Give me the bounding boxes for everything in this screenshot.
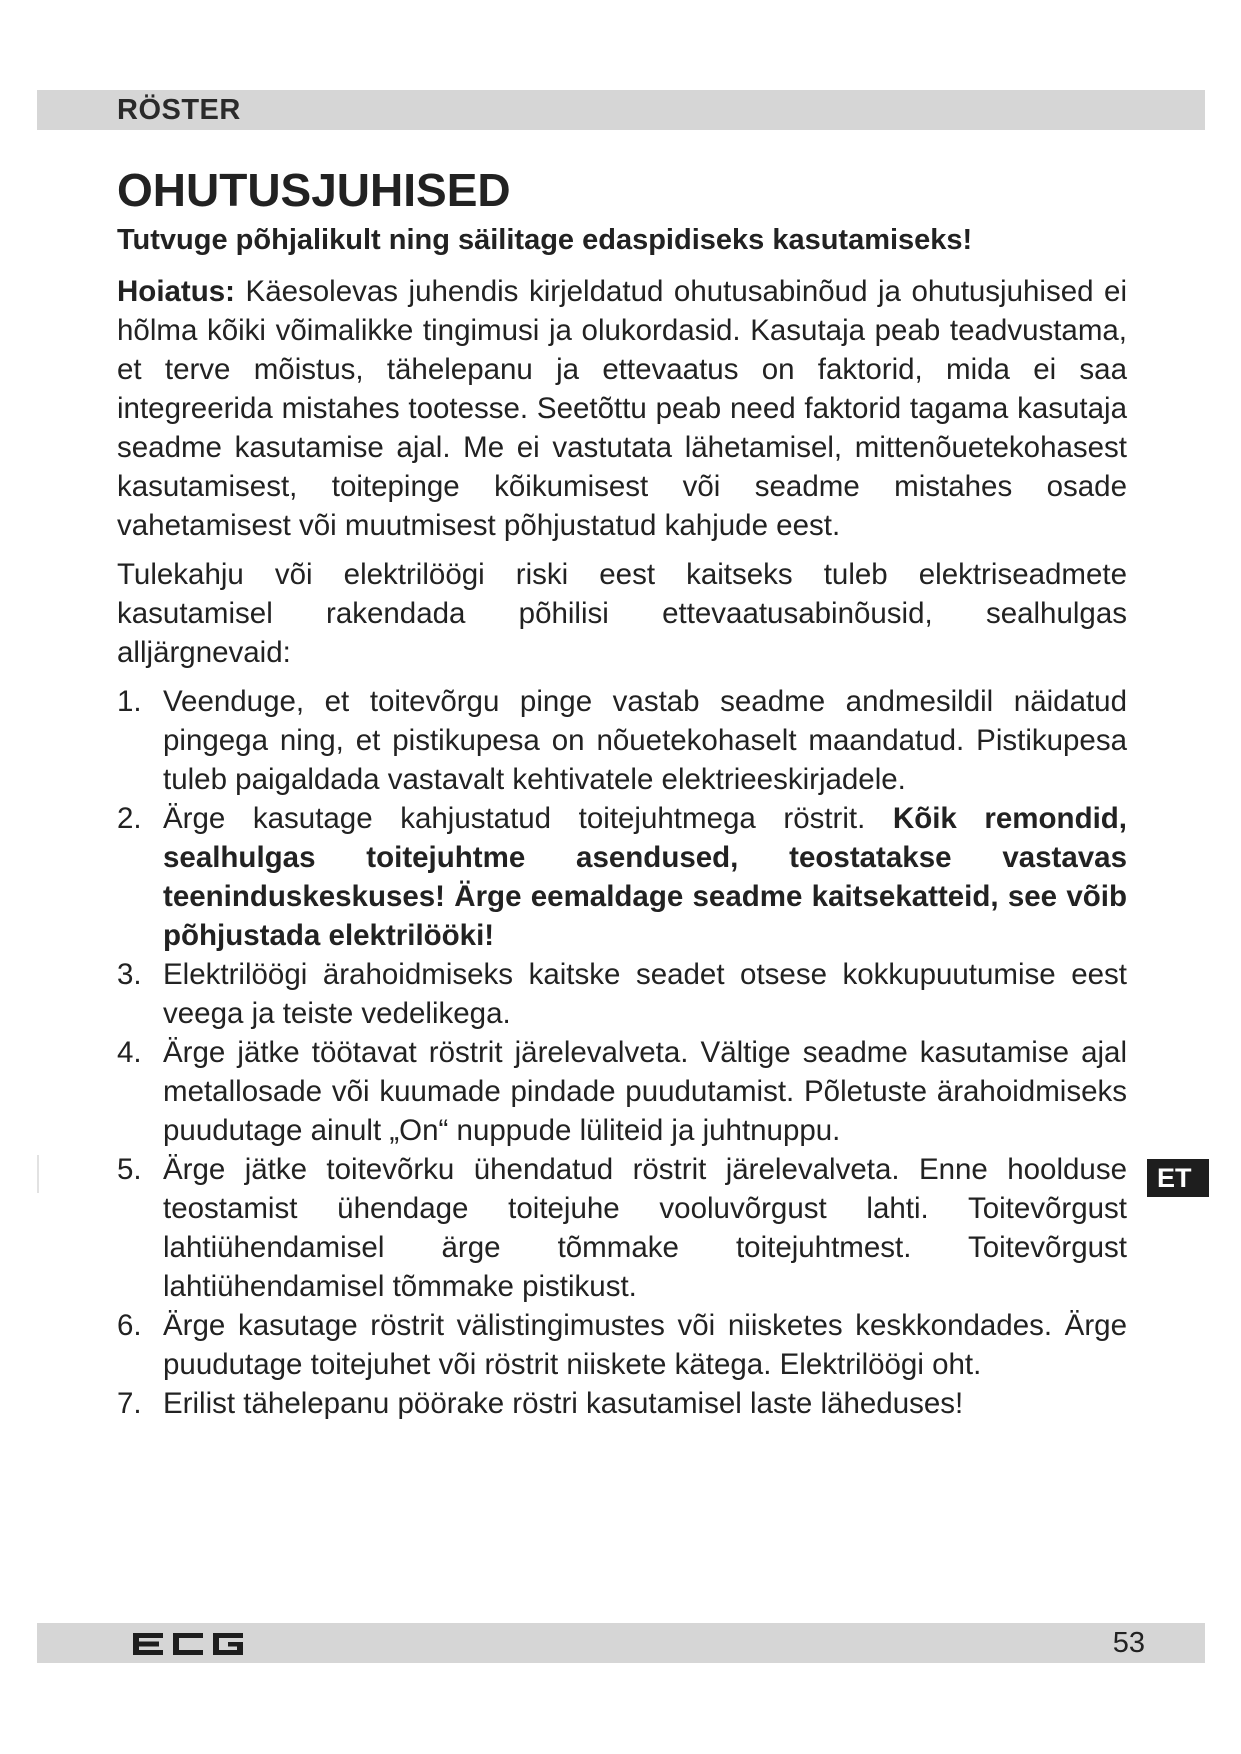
intro-paragraph: Tulekahju või elektrilöögi riski eest kaitseks tuleb elektriseadmete kasutamisel rakendada põhilisi ettevaatusabinõusid, sealhulgas alljärgnevaid: xyxy=(117,558,1127,669)
page-number: 53 xyxy=(1112,1627,1145,1659)
list-item-bold-text: Kõik remondid, sealhulgas toitejuhtme asendused, teostatakse vastavas teeninduskeskuses! Ärge eemaldage seadme kaitsekatteid, see võib põhjustada elektrilööki! xyxy=(163,802,1128,952)
safety-list xyxy=(117,682,1127,1423)
list-item xyxy=(117,1384,1127,1423)
list-item-number: 5. xyxy=(117,1153,142,1186)
list-item-text: Ärge kasutage röstrit välistingimustes või niisketes keskkondades. Ärge puudutage toitejuhet või röstrit niiskete kätega. Elektrilöögi oht. xyxy=(163,1309,1127,1381)
list-item xyxy=(117,1306,1127,1384)
page-title: OHUTUSJUHISED xyxy=(117,164,511,216)
subtitle: Tutvuge põhjalikult ning säilitage edaspidiseks kasutamiseks! xyxy=(117,224,973,256)
list-item-number: 6. xyxy=(117,1309,142,1342)
list-item-number: 1. xyxy=(117,685,142,718)
footer-bar xyxy=(37,1623,1205,1663)
logo-letter-e xyxy=(133,1633,163,1655)
ecg-logo xyxy=(129,1629,249,1659)
list-item-text: Ärge jätke töötavat röstrit järelevalveta. Vältige seadme kasutamise ajal metallosade või kuumade pindade puudutamist. Põletuste ärahoidmiseks puudutage ainult „On“ nuppude lüliteid ja juhtnuppu. xyxy=(163,1036,1127,1147)
list-item-text: Erilist tähelepanu pöörake röstri kasutamisel laste läheduses! xyxy=(163,1387,964,1420)
language-tab: ET xyxy=(1147,1159,1209,1197)
list-item-text: Ärge jätke toitevõrku ühendatud röstrit järelevalveta. Enne hoolduse teostamist ühendage toitejuhe vooluvõrgust lahti. Toitevõrgust lahtiühendamisel ärge tõmmake toitejuhtmest. Toitevõrgust lahtiühendamisel tõmmake pistikust. xyxy=(163,1153,1127,1303)
list-item xyxy=(117,1033,1127,1150)
header-bar xyxy=(37,90,1205,130)
warning-paragraph xyxy=(117,272,1127,545)
list-item xyxy=(117,1150,1127,1306)
list-item-text: Veenduge, et toitevõrgu pinge vastab seadme andmesildil näidatud pingega ning, et pistikupesa on nõuetekohaselt maandatud. Pistikupesa tuleb paigaldada vastavalt kehtivatele elektrieeskirjadele. xyxy=(163,685,1127,796)
list-item xyxy=(117,682,1127,799)
warning-label: Hoiatus: xyxy=(117,275,235,308)
list-item-number: 3. xyxy=(117,958,142,991)
list-item-number: 4. xyxy=(117,1036,142,1069)
main-content xyxy=(117,162,1127,1423)
header-title: RÖSTER xyxy=(117,94,241,126)
list-item-number: 7. xyxy=(117,1387,142,1420)
logo-letter-c xyxy=(173,1633,203,1655)
list-item-number: 2. xyxy=(117,802,142,835)
list-item-text: Elektrilöögi ärahoidmiseks kaitske seadet otsese kokkupuutumise eest veega ja teiste vedelikega. xyxy=(163,958,1127,1030)
list-item-text: Ärge kasutage kahjustatud toitejuhtmega röstrit. xyxy=(163,802,893,835)
logo-letter-g xyxy=(213,1633,243,1655)
side-margin-mark xyxy=(37,1155,39,1193)
list-item xyxy=(117,799,1127,955)
list-item xyxy=(117,955,1127,1033)
warning-text: Käesolevas juhendis kirjeldatud ohutusabinõud ja ohutusjuhised ei hõlma kõiki võimalikke tingimusi ja olukordasid. Kasutaja peab teadvustama, et terve mõistus, tähelepanu ja ettevaatus on faktorid, mida ei saa integreerida mistahes tootesse. Seetõttu peab need faktorid tagama kasutaja seadme kasutamise ajal. Me ei vastutata lähetamisel, mittenõuetekohasest kasutamisest, toitepinge kõikumisest või seadme mistahes osade vahetamisest või muutmisest põhjustatud kahjude eest. xyxy=(117,275,1127,542)
